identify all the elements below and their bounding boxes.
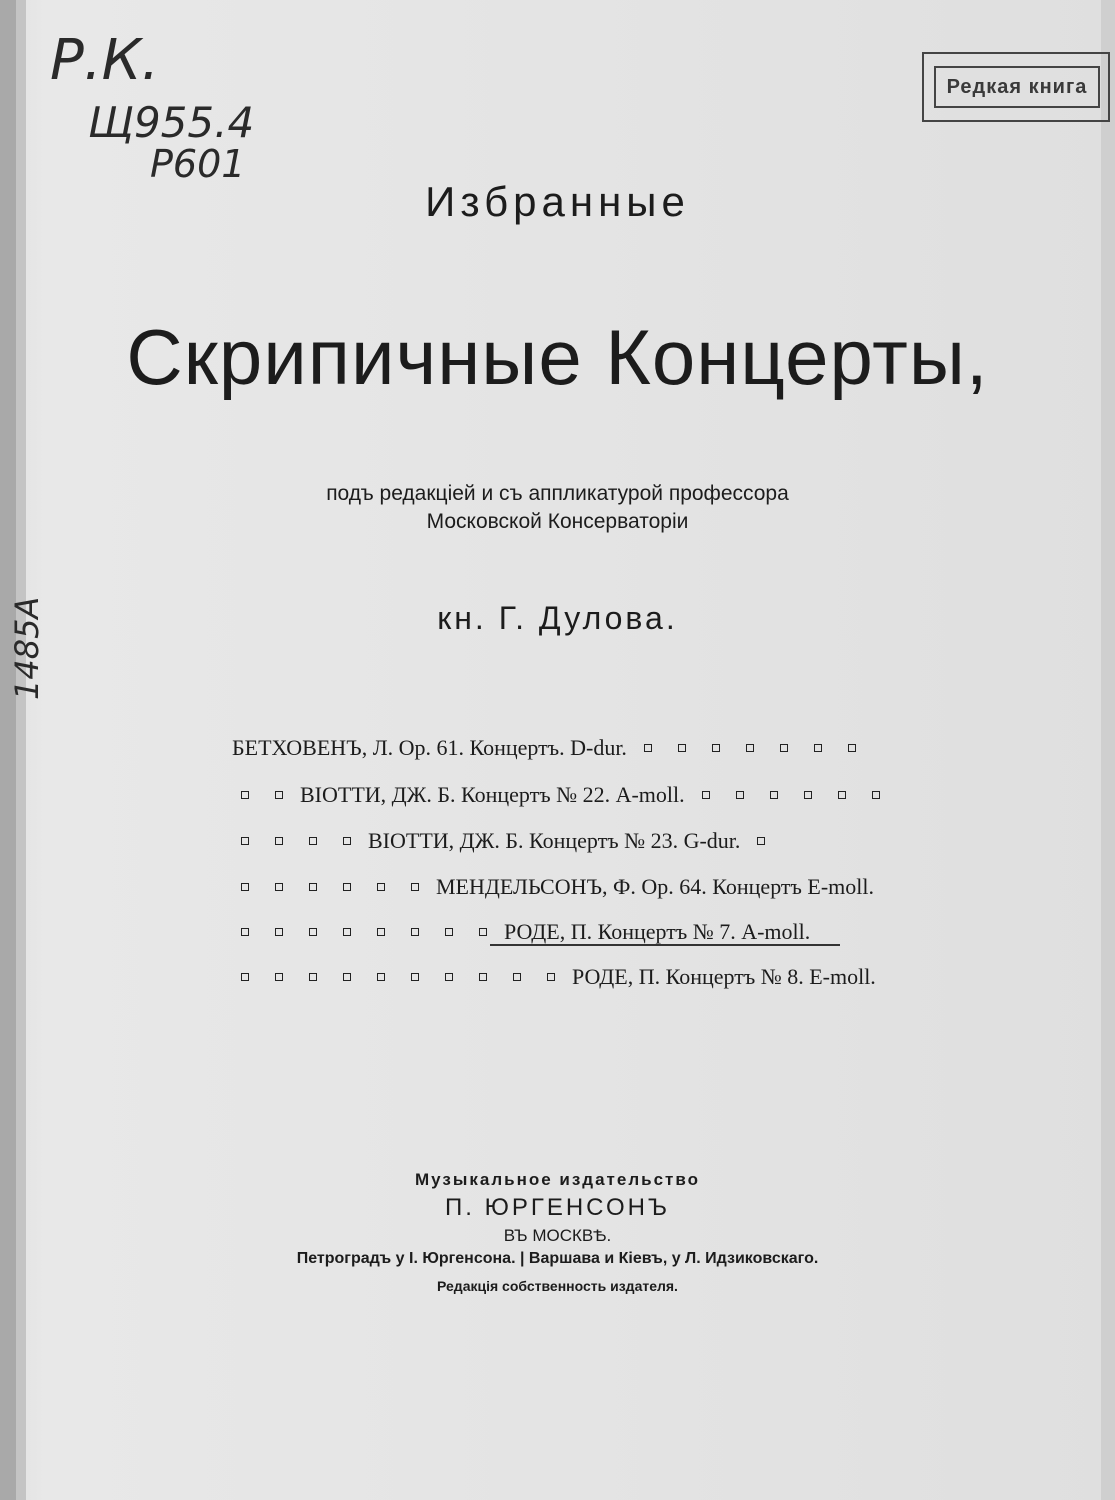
ornament-square [309, 883, 317, 891]
contents-row-2 [228, 780, 893, 810]
ornament-square [275, 883, 283, 891]
handwritten-call-number: Щ955.4 [88, 98, 255, 147]
ornament-square [309, 928, 317, 936]
publisher-line-1: Музыкальное издательство [415, 1170, 700, 1189]
ornament-square [241, 883, 249, 891]
ornament-square [343, 837, 351, 845]
ornament-square [377, 928, 385, 936]
ornament-square [343, 883, 351, 891]
ornament-square [712, 744, 720, 752]
ornament-square [804, 791, 812, 799]
ornament-square [241, 973, 249, 981]
title-line-1: Избранные [425, 178, 690, 225]
contents-row-4 [228, 872, 878, 902]
ornament-square [411, 973, 419, 981]
ornament-square [479, 973, 487, 981]
ornament-square [678, 744, 686, 752]
contents-entry: ВІОТТИ, ДЖ. Б. Концертъ № 23. G-dur. [368, 828, 741, 853]
ornament-square [746, 744, 754, 752]
underline-rule [490, 944, 840, 946]
contents-entry: МЕНДЕЛЬСОНЪ, Ф. Ор. 64. Концертъ E-moll. [436, 874, 874, 899]
stamp-label: Редкая книга [934, 66, 1100, 108]
ornament-square [547, 973, 555, 981]
ornament-square [241, 791, 249, 799]
ornament-square [757, 837, 765, 845]
ornament-square [702, 791, 710, 799]
editor-line-1: подъ редакціей и съ аппликатурой профессора [326, 482, 789, 505]
contents-row-6 [228, 962, 880, 992]
ornament-square [780, 744, 788, 752]
ornament-square [814, 744, 822, 752]
contents-entry: РОДЕ, П. Концертъ № 7. A-moll. [504, 919, 811, 944]
handwritten-side-number: 1485А [8, 596, 46, 700]
ornament-square [343, 928, 351, 936]
contents-row-3 [228, 826, 778, 856]
publisher-city: ВЪ МОСКВѢ. [503, 1226, 612, 1245]
ornament-square [770, 791, 778, 799]
editor-name: кн. Г. Дулова. [437, 600, 678, 636]
editor-line-2: Московской Консерваторіи [426, 510, 689, 533]
ornament-square [275, 791, 283, 799]
ornament-square [309, 837, 317, 845]
publisher-name: П. ЮРГЕНСОНЪ [445, 1194, 670, 1221]
ornament-square [411, 928, 419, 936]
handwritten-shelf-mark: Р.К. [50, 28, 160, 93]
ornament-square [479, 928, 487, 936]
ornament-square [309, 973, 317, 981]
ornament-square [411, 883, 419, 891]
publisher-rights: Редакція собственность издателя. [437, 1278, 678, 1294]
ornament-square [241, 928, 249, 936]
ornament-square [275, 837, 283, 845]
contents-row-1 [228, 733, 869, 763]
ornament-square [241, 837, 249, 845]
rare-book-stamp [922, 52, 1110, 122]
ornament-square [736, 791, 744, 799]
ornament-square [445, 973, 453, 981]
contents-row-5 [228, 917, 814, 947]
ornament-square [644, 744, 652, 752]
contents-entry: БЕТХОВЕНЪ, Л. Ор. 61. Концертъ. D-dur. [232, 735, 627, 760]
contents-entry: РОДЕ, П. Концертъ № 8. E-moll. [572, 964, 876, 989]
ornament-square [377, 883, 385, 891]
ornament-square [275, 928, 283, 936]
title-line-2: Скрипичные Концерты, [126, 313, 989, 401]
handwritten-call-number-sub: Р601 [150, 142, 246, 186]
ornament-square [513, 973, 521, 981]
ornament-square [275, 973, 283, 981]
ornament-square [377, 973, 385, 981]
ornament-square [343, 973, 351, 981]
contents-entry: ВІОТТИ, ДЖ. Б. Концертъ № 22. A-moll. [300, 782, 685, 807]
ornament-square [445, 928, 453, 936]
ornament-square [872, 791, 880, 799]
ornament-square [848, 744, 856, 752]
ornament-square [838, 791, 846, 799]
publisher-branches: Петроградъ у І. Юргенсона. | Варшава и Кіевъ, у Л. Идзиковскаго. [296, 1250, 819, 1267]
